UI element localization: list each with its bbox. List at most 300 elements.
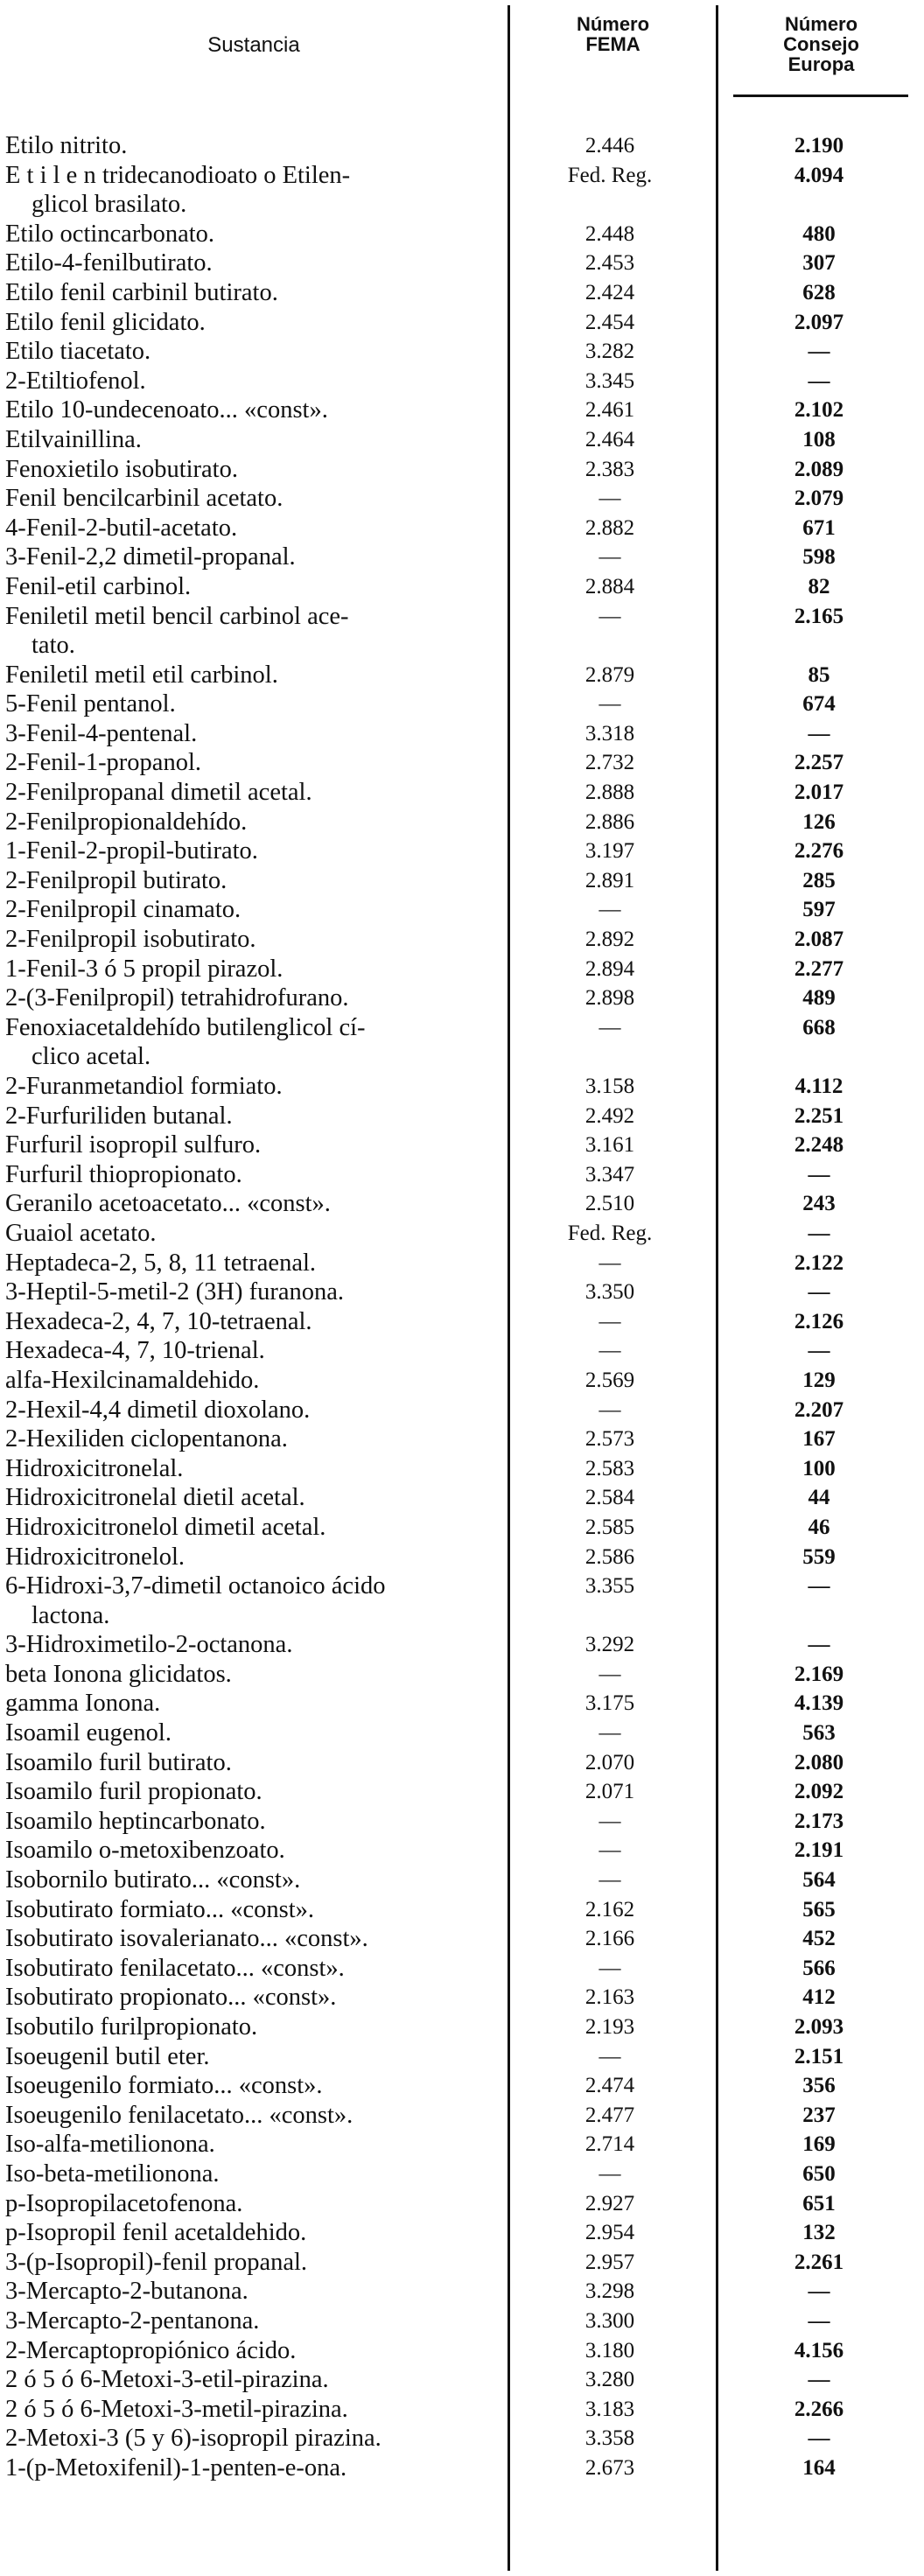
fema-number: 2.163 bbox=[584, 1985, 635, 2010]
substance-name bbox=[0, 1102, 506, 1131]
substance-name-line: Geranilo acetoacetato... «const». bbox=[5, 1190, 331, 1218]
fema-number: — bbox=[598, 1956, 621, 1980]
council-europe-number: 307 bbox=[802, 251, 836, 276]
header-council-europe: Número Consejo Europa bbox=[783, 13, 859, 75]
fema-number: 2.585 bbox=[584, 1515, 635, 1539]
substance-name bbox=[0, 2218, 506, 2248]
substance-name bbox=[0, 2424, 506, 2454]
fema-number: 2.584 bbox=[584, 1486, 635, 1510]
substance-name-line: 3-Fenil-4-pentenal. bbox=[5, 719, 198, 747]
fema-number: — bbox=[598, 1309, 621, 1334]
fema-number: 2.888 bbox=[584, 780, 635, 805]
table-row bbox=[0, 1748, 924, 1778]
substance-name-line: Isoeugenilo fenilacetato... «const». bbox=[5, 2101, 354, 2129]
substance-name bbox=[0, 220, 506, 249]
substance-name-line: p-Isopropilacetofenona. bbox=[5, 2189, 243, 2217]
council-europe-number: 2.276 bbox=[794, 839, 844, 864]
council-europe-number: 169 bbox=[802, 2132, 836, 2157]
fema-number: 2.957 bbox=[584, 2250, 635, 2274]
table-row bbox=[0, 1072, 924, 1102]
council-europe-number: 2.079 bbox=[794, 486, 844, 511]
substance-name-line: 3-Heptil-5-metil-2 (3H) furanona. bbox=[5, 1278, 344, 1306]
substance-name-line: 1-Fenil-2-propil-butirato. bbox=[5, 837, 258, 865]
table-row bbox=[0, 1366, 924, 1396]
substance-name-line: Isoamilo furil propionato. bbox=[5, 1778, 262, 1806]
substance-name bbox=[0, 1748, 506, 1778]
council-europe-number: 2.097 bbox=[794, 310, 844, 334]
substance-name bbox=[0, 1307, 506, 1337]
substance-name-line: Etilo fenil glicidato. bbox=[5, 308, 206, 336]
substance-name bbox=[0, 2130, 506, 2160]
fema-number: 2.892 bbox=[584, 928, 635, 952]
table-row bbox=[0, 2101, 924, 2131]
substance-name bbox=[0, 1983, 506, 2012]
table-row bbox=[0, 2189, 924, 2219]
table-row bbox=[0, 690, 924, 719]
substance-name-line: Etilo 10-undecenoato... «const». bbox=[5, 396, 328, 424]
council-europe-number: 2.093 bbox=[794, 2015, 844, 2039]
table-row bbox=[0, 602, 924, 661]
council-europe-number: 412 bbox=[802, 1985, 836, 2010]
substance-name bbox=[0, 1572, 506, 1630]
substance-name-line: Hidroxicitronelal dietil acetal. bbox=[5, 1484, 305, 1512]
header-rule bbox=[733, 94, 908, 97]
council-europe-number: 628 bbox=[802, 280, 836, 304]
substance-name-line: 2 ó 5 ó 6-Metoxi-3-etil-pirazina. bbox=[5, 2366, 329, 2394]
fema-number: 2.454 bbox=[584, 310, 635, 334]
council-europe-number: 2.277 bbox=[794, 956, 844, 981]
substance-name-line: Feniletil metil etil carbinol. bbox=[5, 661, 278, 689]
substance-name bbox=[0, 1866, 506, 1895]
fema-number: — bbox=[598, 1809, 621, 1833]
table-row bbox=[0, 278, 924, 308]
substance-name bbox=[0, 1130, 506, 1160]
substance-name-continuation: tato. bbox=[32, 632, 75, 660]
substance-name bbox=[0, 748, 506, 778]
substance-name-line: 2-Etiltiofenol. bbox=[5, 367, 146, 395]
fema-number: — bbox=[598, 545, 621, 570]
council-europe-number: 564 bbox=[802, 1868, 836, 1893]
table-row bbox=[0, 308, 924, 338]
table-row bbox=[0, 514, 924, 543]
fema-number: 3.282 bbox=[584, 340, 635, 364]
council-europe-number: 108 bbox=[802, 427, 836, 452]
table-row bbox=[0, 1954, 924, 1984]
header-fema: Número FEMA bbox=[576, 13, 650, 55]
substance-name bbox=[0, 1718, 506, 1748]
substance-name-line: Etilo nitrito. bbox=[5, 132, 128, 159]
substance-name bbox=[0, 1189, 506, 1219]
table-row bbox=[0, 836, 924, 866]
substance-name bbox=[0, 1013, 506, 1072]
council-europe-number: — bbox=[808, 1221, 830, 1245]
substance-name-line: Heptadeca-2, 5, 8, 11 tetraenal. bbox=[5, 1249, 317, 1277]
fema-number: 3.158 bbox=[584, 1074, 635, 1098]
substance-name-line: 2-Hexiliden ciclopentanona. bbox=[5, 1425, 288, 1453]
table-row bbox=[0, 484, 924, 514]
substance-name bbox=[0, 278, 506, 308]
table-row bbox=[0, 2306, 924, 2336]
table-row bbox=[0, 984, 924, 1013]
substance-name bbox=[0, 2071, 506, 2101]
fema-number: 3.350 bbox=[584, 1280, 635, 1305]
substance-name-line: Hexadeca-4, 7, 10-trienal. bbox=[5, 1337, 265, 1365]
substance-name bbox=[0, 984, 506, 1013]
fema-number: 2.879 bbox=[584, 662, 635, 687]
substance-name bbox=[0, 602, 506, 661]
council-europe-number: — bbox=[808, 721, 830, 746]
fema-number: 2.492 bbox=[584, 1103, 635, 1128]
substance-name-line: Fenoxiacetaldehído butilenglicol cí- bbox=[5, 1013, 366, 1041]
table-row bbox=[0, 1689, 924, 1718]
substance-name-line: E t i l e n tridecanodioato o Etilen- bbox=[5, 161, 351, 189]
council-europe-number: 674 bbox=[802, 692, 836, 717]
table-row bbox=[0, 1777, 924, 1807]
table-row bbox=[0, 778, 924, 808]
table-row bbox=[0, 2395, 924, 2425]
substance-name-line: Isobutirato isovalerianato... «const». bbox=[5, 1925, 368, 1953]
substance-name-line: 2-Furanmetandiol formiato. bbox=[5, 1073, 283, 1100]
substance-name bbox=[0, 1777, 506, 1807]
fema-number: 2.448 bbox=[584, 221, 635, 246]
council-europe-number: 285 bbox=[802, 868, 836, 892]
council-europe-number: 2.266 bbox=[794, 2397, 844, 2421]
substance-table bbox=[0, 131, 924, 2483]
council-europe-number: 598 bbox=[802, 545, 836, 570]
fema-number: 2.884 bbox=[584, 574, 635, 598]
council-europe-number: 2.191 bbox=[794, 1838, 844, 1863]
table-row bbox=[0, 396, 924, 425]
council-europe-number: 356 bbox=[802, 2074, 836, 2098]
fema-number: 3.292 bbox=[584, 1633, 635, 1657]
table-row bbox=[0, 1189, 924, 1219]
table-row bbox=[0, 2248, 924, 2278]
substance-name-line: 2-Fenilpropionaldehído. bbox=[5, 808, 248, 836]
header-substance: Sustancia bbox=[207, 33, 300, 57]
substance-name bbox=[0, 1954, 506, 1984]
substance-name-line: Etilo fenil carbinil butirato. bbox=[5, 278, 278, 306]
substance-name bbox=[0, 1895, 506, 1925]
substance-name-continuation: glicol brasilato. bbox=[32, 191, 187, 219]
substance-name-line: 5-Fenil pentanol. bbox=[5, 690, 176, 718]
council-europe-number: 82 bbox=[808, 574, 830, 598]
substance-name bbox=[0, 1454, 506, 1484]
fema-number: 2.891 bbox=[584, 868, 635, 892]
table-row bbox=[0, 1543, 924, 1572]
substance-name-line: Isoamilo heptincarbonato. bbox=[5, 1807, 266, 1835]
table-row bbox=[0, 1660, 924, 1690]
substance-name bbox=[0, 2042, 506, 2072]
table-row bbox=[0, 1013, 924, 1072]
table-row bbox=[0, 1895, 924, 1925]
substance-name bbox=[0, 1924, 506, 1954]
table-row bbox=[0, 1924, 924, 1954]
substance-name-line: Isoamilo o-metoxibenzoato. bbox=[5, 1837, 285, 1865]
fema-number: 2.071 bbox=[584, 1780, 635, 1804]
table-row bbox=[0, 455, 924, 485]
fema-number: — bbox=[598, 1721, 621, 1746]
council-europe-number: 651 bbox=[802, 2191, 836, 2216]
table-row bbox=[0, 866, 924, 896]
table-row bbox=[0, 1983, 924, 2012]
fema-number: — bbox=[598, 1397, 621, 1422]
table-row bbox=[0, 1102, 924, 1131]
council-europe-number: 2.173 bbox=[794, 1809, 844, 1833]
substance-name bbox=[0, 1424, 506, 1454]
fema-number: 2.166 bbox=[584, 1927, 635, 1951]
table-row bbox=[0, 131, 924, 161]
substance-name bbox=[0, 1160, 506, 1190]
table-row bbox=[0, 2012, 924, 2042]
table-row bbox=[0, 808, 924, 837]
substance-name bbox=[0, 2306, 506, 2336]
council-europe-number: 2.257 bbox=[794, 751, 844, 775]
table-row bbox=[0, 2160, 924, 2189]
fema-number: — bbox=[598, 1339, 621, 1363]
substance-name-line: 3-Mercapto-2-butanona. bbox=[5, 2278, 248, 2306]
fema-number: 2.070 bbox=[584, 1750, 635, 1774]
substance-name-line: Isobutirato formiato... «const». bbox=[5, 1895, 315, 1923]
substance-name-line: Furfuril isopropil sulfuro. bbox=[5, 1131, 262, 1159]
fema-number: 2.453 bbox=[584, 251, 635, 276]
council-europe-number: 243 bbox=[802, 1192, 836, 1216]
substance-name bbox=[0, 1689, 506, 1718]
substance-name bbox=[0, 2160, 506, 2189]
table-row bbox=[0, 1219, 924, 1249]
table-row bbox=[0, 1396, 924, 1425]
fema-number: — bbox=[598, 898, 621, 922]
substance-name-line: p-Isopropil fenil acetaldehido. bbox=[5, 2219, 307, 2247]
substance-name bbox=[0, 367, 506, 396]
council-europe-number: — bbox=[808, 1574, 830, 1599]
table-row bbox=[0, 2277, 924, 2306]
substance-name bbox=[0, 2189, 506, 2219]
fema-number: 2.569 bbox=[584, 1368, 635, 1392]
council-europe-number: 46 bbox=[808, 1515, 830, 1539]
fema-number: 3.280 bbox=[584, 2368, 635, 2392]
council-europe-number: 2.092 bbox=[794, 1780, 844, 1804]
fema-number: 2.586 bbox=[584, 1544, 635, 1569]
table-row bbox=[0, 2042, 924, 2072]
council-europe-number: — bbox=[808, 1280, 830, 1305]
fema-number: 2.573 bbox=[584, 1427, 635, 1452]
table-row bbox=[0, 2130, 924, 2160]
substance-name-line: Hexadeca-2, 4, 7, 10-tetraenal. bbox=[5, 1307, 312, 1335]
council-europe-number: 2.080 bbox=[794, 1750, 844, 1774]
substance-name-line: 2-Fenilpropil isobutirato. bbox=[5, 926, 256, 954]
substance-name-line: Iso-alfa-metilionona. bbox=[5, 2131, 215, 2159]
council-europe-number: — bbox=[808, 1339, 830, 1363]
fema-number: 2.162 bbox=[584, 1897, 635, 1922]
substance-name-line: Isoamil eugenol. bbox=[5, 1719, 172, 1747]
substance-name bbox=[0, 836, 506, 866]
table-row bbox=[0, 1424, 924, 1454]
table-row bbox=[0, 748, 924, 778]
table-row bbox=[0, 895, 924, 925]
substance-name-line: Fenoxietilo isobutirato. bbox=[5, 455, 238, 483]
substance-name-line: Isoeugenil butil eter. bbox=[5, 2042, 210, 2070]
council-europe-number: 237 bbox=[802, 2103, 836, 2127]
substance-name bbox=[0, 131, 506, 161]
substance-name bbox=[0, 719, 506, 749]
council-europe-number: 129 bbox=[802, 1368, 836, 1392]
substance-name-line: Furfuril thiopropionato. bbox=[5, 1160, 242, 1188]
council-europe-number: 565 bbox=[802, 1897, 836, 1922]
table-row bbox=[0, 1866, 924, 1895]
substance-name-line: Feniletil metil bencil carbinol ace- bbox=[5, 602, 349, 630]
fema-number: 2.894 bbox=[584, 956, 635, 981]
council-europe-number: 559 bbox=[802, 1544, 836, 1569]
table-row bbox=[0, 1718, 924, 1748]
substance-name bbox=[0, 2365, 506, 2395]
table-row bbox=[0, 572, 924, 602]
substance-name bbox=[0, 1336, 506, 1366]
substance-name-line: Etilo tiacetato. bbox=[5, 338, 151, 366]
fema-number: 2.673 bbox=[584, 2455, 635, 2480]
fema-number: — bbox=[598, 1662, 621, 1686]
substance-name bbox=[0, 1543, 506, 1572]
council-europe-number: 2.102 bbox=[794, 398, 844, 423]
council-europe-number: 2.248 bbox=[794, 1133, 844, 1158]
substance-name bbox=[0, 2454, 506, 2483]
substance-name bbox=[0, 161, 506, 220]
substance-name bbox=[0, 248, 506, 278]
council-europe-number: 452 bbox=[802, 1927, 836, 1951]
substance-name bbox=[0, 925, 506, 955]
fema-number: 2.464 bbox=[584, 427, 635, 452]
substance-name-continuation: clico acetal. bbox=[32, 1043, 151, 1071]
council-europe-number: 4.112 bbox=[794, 1074, 844, 1098]
substance-name-line: 2-Furfuriliden butanal. bbox=[5, 1102, 233, 1130]
substance-name-line: 3-Hidroximetilo-2-octanona. bbox=[5, 1631, 293, 1659]
fema-number: 2.927 bbox=[584, 2191, 635, 2216]
fema-number: 2.446 bbox=[584, 134, 635, 158]
fema-number: 2.583 bbox=[584, 1456, 635, 1480]
council-europe-number: — bbox=[808, 368, 830, 393]
substance-name bbox=[0, 337, 506, 367]
fema-number: — bbox=[598, 2161, 621, 2186]
council-europe-number: 2.165 bbox=[794, 604, 844, 628]
substance-name-line: 2-Metoxi-3 (5 y 6)-isopropil pirazina. bbox=[5, 2425, 382, 2453]
council-europe-number: — bbox=[808, 2426, 830, 2451]
substance-name bbox=[0, 1219, 506, 1249]
council-europe-number: — bbox=[808, 1162, 830, 1186]
table-row bbox=[0, 1307, 924, 1337]
table-row bbox=[0, 955, 924, 984]
fema-number: 3.180 bbox=[584, 2338, 635, 2362]
substance-name bbox=[0, 661, 506, 690]
table-row bbox=[0, 1249, 924, 1278]
council-europe-number: 2.089 bbox=[794, 457, 844, 481]
table-row bbox=[0, 1572, 924, 1630]
substance-name bbox=[0, 514, 506, 543]
substance-name bbox=[0, 690, 506, 719]
substance-name bbox=[0, 1513, 506, 1543]
substance-name bbox=[0, 808, 506, 837]
table-row bbox=[0, 925, 924, 955]
fema-number: 3.183 bbox=[584, 2397, 635, 2421]
table-row bbox=[0, 1278, 924, 1307]
fema-number: 2.882 bbox=[584, 515, 635, 540]
fema-number: 2.383 bbox=[584, 457, 635, 481]
fema-number: — bbox=[598, 1838, 621, 1863]
fema-number: 2.474 bbox=[584, 2074, 635, 2098]
substance-name bbox=[0, 2012, 506, 2042]
council-europe-number: — bbox=[808, 2308, 830, 2333]
fema-number: 2.424 bbox=[584, 280, 635, 304]
substance-name-line: Isoeugenilo formiato... «const». bbox=[5, 2072, 323, 2100]
fema-number: 3.161 bbox=[584, 1133, 635, 1158]
table-row bbox=[0, 661, 924, 690]
substance-name-line: Isobutilo furilpropionato. bbox=[5, 2013, 258, 2040]
substance-name-line: Guaiol acetato. bbox=[5, 1219, 157, 1247]
substance-name-line: 3-(p-Isopropil)-fenil propanal. bbox=[5, 2248, 308, 2276]
fema-number: 3.347 bbox=[584, 1162, 635, 1186]
table-row bbox=[0, 542, 924, 572]
fema-number: — bbox=[598, 1250, 621, 1275]
table-row bbox=[0, 2365, 924, 2395]
substance-name-line: Etilo octincarbonato. bbox=[5, 220, 215, 248]
council-europe-number: 100 bbox=[802, 1456, 836, 1480]
council-europe-number: 2.261 bbox=[794, 2250, 844, 2274]
substance-name-line: Isoamilo furil butirato. bbox=[5, 1748, 232, 1776]
council-europe-number: 489 bbox=[802, 986, 836, 1011]
substance-name bbox=[0, 2248, 506, 2278]
substance-name bbox=[0, 308, 506, 338]
council-europe-number: — bbox=[808, 340, 830, 364]
substance-name-line: 1-Fenil-3 ó 5 propil pirazol. bbox=[5, 955, 284, 983]
substance-name-line: Fenil-etil carbinol. bbox=[5, 572, 192, 600]
substance-name bbox=[0, 455, 506, 485]
substance-name-line: Hidroxicitronelol dimetil acetal. bbox=[5, 1513, 326, 1541]
fema-number: 3.355 bbox=[584, 1574, 635, 1599]
table-row bbox=[0, 1513, 924, 1543]
fema-number: 3.298 bbox=[584, 2279, 635, 2304]
fema-number: 2.732 bbox=[584, 751, 635, 775]
substance-name bbox=[0, 396, 506, 425]
substance-name-line: beta Ionona glicidatos. bbox=[5, 1660, 232, 1688]
substance-name-continuation: lactona. bbox=[32, 1601, 110, 1629]
table-row bbox=[0, 425, 924, 455]
fema-number: — bbox=[598, 692, 621, 717]
fema-number: 2.954 bbox=[584, 2221, 635, 2245]
substance-name bbox=[0, 2277, 506, 2306]
fema-number: Fed. Reg. bbox=[567, 163, 653, 187]
council-europe-number: 4.139 bbox=[794, 1691, 844, 1716]
council-europe-number: — bbox=[808, 1633, 830, 1657]
substance-name bbox=[0, 1396, 506, 1425]
table-row bbox=[0, 2218, 924, 2248]
fema-number: 2.898 bbox=[584, 986, 635, 1011]
council-europe-number: 2.087 bbox=[794, 928, 844, 952]
fema-number: 3.318 bbox=[584, 721, 635, 746]
fema-number: Fed. Reg. bbox=[567, 1221, 653, 1245]
table-row bbox=[0, 2454, 924, 2483]
fema-number: — bbox=[598, 604, 621, 628]
table-row bbox=[0, 1483, 924, 1513]
council-europe-number: 2.207 bbox=[794, 1397, 844, 1422]
substance-name-line: Iso-beta-metilionona. bbox=[5, 2160, 220, 2188]
substance-name bbox=[0, 1630, 506, 1660]
substance-name-line: Etilvainillina. bbox=[5, 425, 142, 453]
fema-number: — bbox=[598, 1015, 621, 1040]
table-row bbox=[0, 220, 924, 249]
table-row bbox=[0, 1836, 924, 1866]
substance-name-line: Isobutirato fenilacetato... «const». bbox=[5, 1954, 345, 1982]
substance-name-line: 2-Fenilpropil cinamato. bbox=[5, 896, 242, 924]
fema-number: 2.886 bbox=[584, 809, 635, 834]
fema-number: — bbox=[598, 1868, 621, 1893]
